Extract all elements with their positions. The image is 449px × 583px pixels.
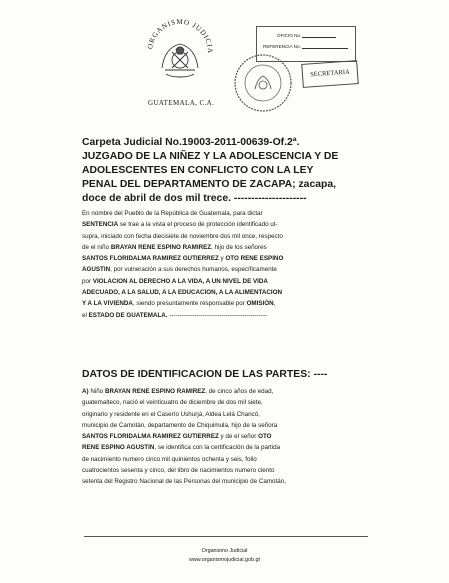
bold-text: A) [82, 388, 89, 395]
text-run: , siendo presuntamente responsable por [132, 300, 247, 308]
round-stamp-icon [232, 52, 294, 114]
bold-text: RENE ESPINO AGUSTIN [82, 444, 155, 452]
text-run: y de el señor [218, 433, 259, 441]
seal-caption: GUATEMALA, C.A. [148, 99, 215, 107]
text-line [82, 420, 400, 431]
bold-text: ESTADO DE GUATEMALA. [88, 311, 168, 319]
footer-org: Organismo Judicial [201, 548, 248, 554]
text-run: ----------------------------------------------- [167, 311, 268, 319]
bold-text: SANTOS FLORIDALMA RAMIREZ GUTIERREZ [82, 255, 219, 263]
text-line [82, 242, 400, 253]
heading-line: ADOLESCENTES EN CONFLICTO CON LA LEY [82, 165, 314, 177]
bold-text: ADECUADO, A LA SALUD, A LA EDUCACION, A LA ALIMENTACION [82, 289, 282, 297]
text-line [82, 231, 400, 242]
coat-of-arms-icon [140, 8, 220, 88]
text-line [82, 298, 400, 309]
bold-text: OMISIÓN [246, 300, 274, 308]
oficio-line [277, 33, 336, 38]
text-run: , por vulneración a sus derechos humanos, específicamente [110, 266, 277, 274]
text-line [82, 276, 400, 287]
text-run: de el niño [82, 243, 111, 251]
bold-text: BRAYAN RENE ESPINO RAMIREZ [110, 243, 212, 251]
heading-line: Carpeta Judicial No.19003-2011-00639-Of.2ª. [82, 137, 300, 148]
text-run: , [273, 300, 276, 308]
text-line [82, 397, 400, 408]
text-run: municipio de Camotán, departamento de Chiquimula, hijo de la señora [82, 421, 278, 429]
text-run: , se identifica con la certificación de la partida [154, 444, 281, 452]
bold-text: AGUSTIN [82, 266, 111, 274]
text-line [82, 465, 400, 476]
bold-text: OTO [258, 433, 272, 441]
text-run: y [218, 255, 226, 263]
text-run: Niño [88, 388, 105, 395]
text-line [82, 310, 400, 321]
parties-paragraph [82, 386, 400, 488]
footer-url[interactable]: www.organismojudicial.gob.gt [188, 557, 260, 563]
bold-text: SANTOS FLORIDALMA RAMIREZ GUTIERREZ [82, 433, 219, 441]
text-line [82, 287, 400, 298]
text-run: originario y residente en el Caserío Ushurjá, Aldea Lelá Chancó, [82, 410, 260, 418]
bold-text: SENTENCIA [82, 221, 119, 229]
text-line [82, 476, 400, 487]
text-run: supra, iniciado con fecha diecisiete de noviembre dos mil once, respecto [82, 232, 283, 240]
text-line [82, 454, 400, 465]
referencia-line [263, 44, 348, 49]
bold-text: OTO RENE ESPINO [225, 255, 284, 263]
heading-line: doce de abril de dos mil trece. --------------------- [82, 193, 307, 205]
text-line [82, 442, 400, 453]
text-run: el [82, 311, 89, 319]
text-line [82, 264, 400, 275]
text-run: setenta del Registro Nacional de las Personas del municipio de Camotán, [82, 478, 286, 486]
bold-text: VIOLACION AL DERECHO A LA VIDA, A UN NIVEL DE VIDA [92, 277, 268, 285]
intro-paragraph [82, 208, 400, 321]
section-title: DATOS DE IDENTIFICACION DE LAS PARTES: ---- [82, 369, 328, 380]
text-run: En nombre del Pueblo de la República de Guatemala, para dictar [82, 210, 263, 217]
text-line [82, 208, 400, 219]
text-run: guatemalteco, nació el veinticuatro de diciembre de dos mil siete, [82, 399, 263, 407]
text-run: por [82, 277, 93, 285]
footer-divider [84, 536, 368, 537]
text-run: , de cinco años de edad, [205, 388, 274, 395]
text-line [82, 253, 400, 264]
text-run: de nacimiento numero cinco mil quinientos ochenta y seis, folio [82, 455, 257, 463]
bold-text: BRAYAN RENE ESPINO RAMIREZ [104, 388, 206, 395]
case-heading [82, 136, 400, 206]
oficio-label: OFICIO No. [277, 33, 302, 38]
text-line [82, 409, 400, 420]
court-stamp [232, 52, 294, 114]
text-line [82, 386, 400, 397]
organismo-judicial-seal [140, 8, 220, 88]
secretaria-stamp: SECRETARIA [301, 60, 359, 88]
text-run: , hijo de los señores [211, 243, 267, 251]
text-run: cuatrocientos sesenta y cinco, del libro de nacimientos numero ciento [82, 467, 275, 475]
text-line [82, 431, 400, 442]
text-line [82, 219, 400, 230]
referencia-label: REFERENCIA No. [263, 44, 301, 49]
heading-line: JUZGADO DE LA NIÑEZ Y LA ADOLESCENCIA Y DE [82, 151, 339, 163]
heading-line: PENAL DEL DEPARTAMENTO DE ZACAPA; zacapa, [82, 179, 337, 191]
bold-text: Y A LA VIVIENDA [82, 300, 133, 308]
svg-text:ORGANISMO JUDICIAL [140, 8, 214, 54]
text-run: se trae a la vista el proceso de protección identificado ut- [118, 221, 278, 229]
seal-arc-text: ORGANISMO JUDICIA [146, 17, 215, 54]
